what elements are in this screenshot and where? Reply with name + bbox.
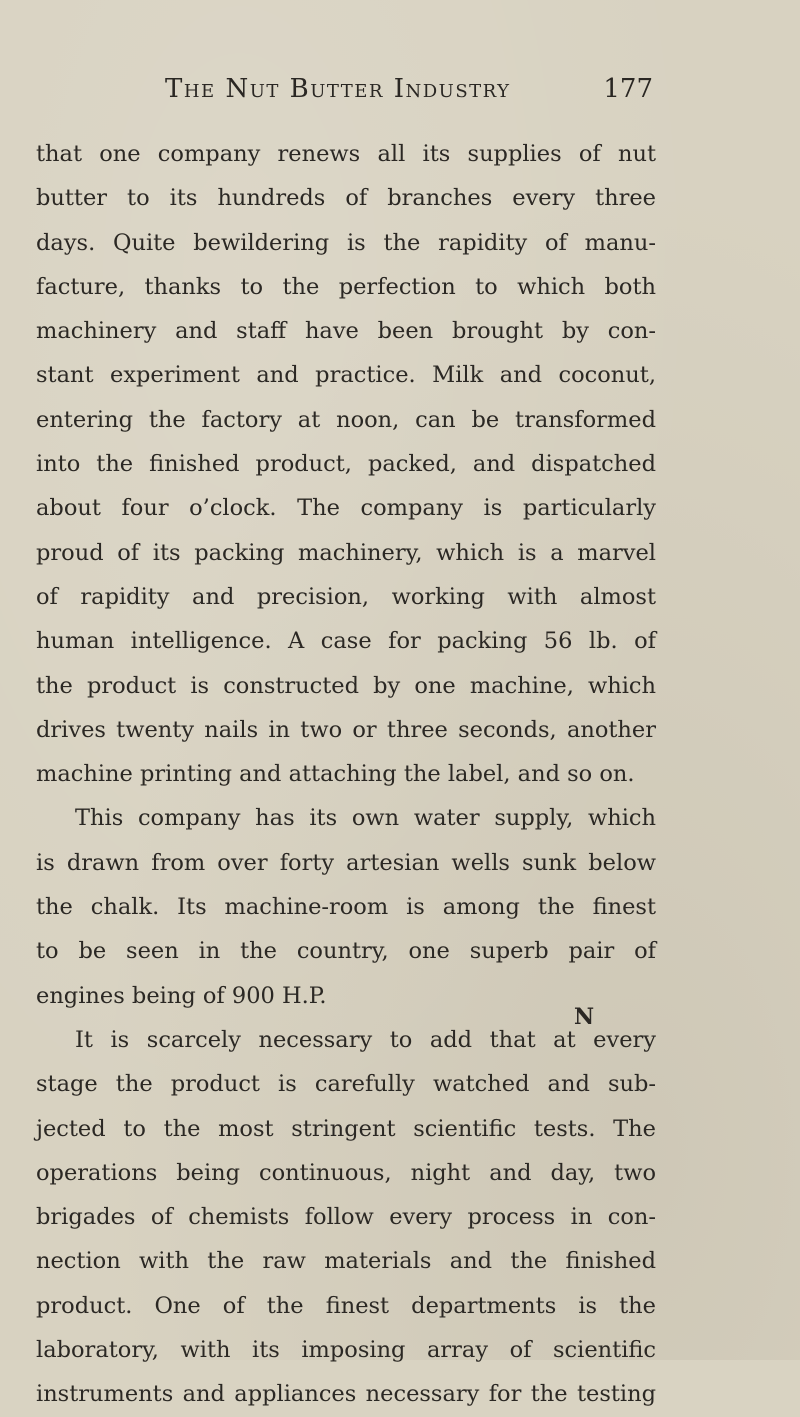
text-line: butter to its hundreds of branches every three: [36, 185, 656, 212]
text-line: machine printing and attaching the label, and so on.: [36, 761, 635, 788]
signature-mark: N: [574, 1004, 595, 1030]
text-line: is drawn from over forty artesian wells sunk below: [36, 849, 656, 876]
text-line: to be seen in the country, one superb pair of: [36, 938, 656, 965]
text-line: laboratory, with its imposing array of scientific: [36, 1337, 656, 1364]
text-line: of rapidity and precision, working with almost: [36, 583, 656, 610]
text-line: into the finished product, packed, and dispatched: [36, 451, 656, 478]
text-line: entering the factory at noon, can be transformed: [36, 406, 656, 433]
text-line: This company has its own water supply, which: [75, 805, 656, 832]
text-line: drives twenty nails in two or three seconds, another: [36, 716, 656, 743]
text-line: proud of its packing machinery, which is a marvel: [36, 539, 656, 566]
text-line: human intelligence. A case for packing 56 lb. of: [36, 628, 656, 655]
text-line: the product is constructed by one machine, which: [36, 672, 656, 699]
text-line: machinery and staff have been brought by con-: [36, 318, 656, 345]
text-line: stant experiment and practice. Milk and coconut,: [36, 362, 656, 389]
text-line: engines being of 900 H.P.: [36, 982, 327, 1009]
text-line: operations being continuous, night and day, two: [36, 1159, 656, 1186]
text-line: nection with the raw materials and the finished: [36, 1248, 656, 1275]
text-line: days. Quite bewildering is the rapidity of manu-: [36, 229, 656, 256]
running-head: [0, 72, 800, 112]
text-line: facture, thanks to the perfection to which both: [36, 273, 656, 300]
text-line: stage the product is carefully watched and sub-: [36, 1071, 656, 1098]
text-line: the chalk. Its machine-room is among the finest: [36, 894, 656, 921]
text-line: brigades of chemists follow every process in con-: [36, 1204, 656, 1231]
text-line: It is scarcely necessary to add that at every: [75, 1026, 656, 1053]
text-line: about four o’clock. The company is particularly: [36, 495, 656, 522]
body-text: [36, 132, 656, 1417]
running-title: The Nut Butter Industry: [165, 74, 511, 104]
text-line: product. One of the finest departments is the: [36, 1292, 656, 1319]
page-number: 177: [603, 74, 653, 104]
text-line: jected to the most stringent scientific tests. The: [36, 1115, 656, 1142]
text-line: that one company renews all its supplies of nut: [36, 141, 656, 167]
text-line: instruments and appliances necessary for the testing: [36, 1381, 656, 1408]
